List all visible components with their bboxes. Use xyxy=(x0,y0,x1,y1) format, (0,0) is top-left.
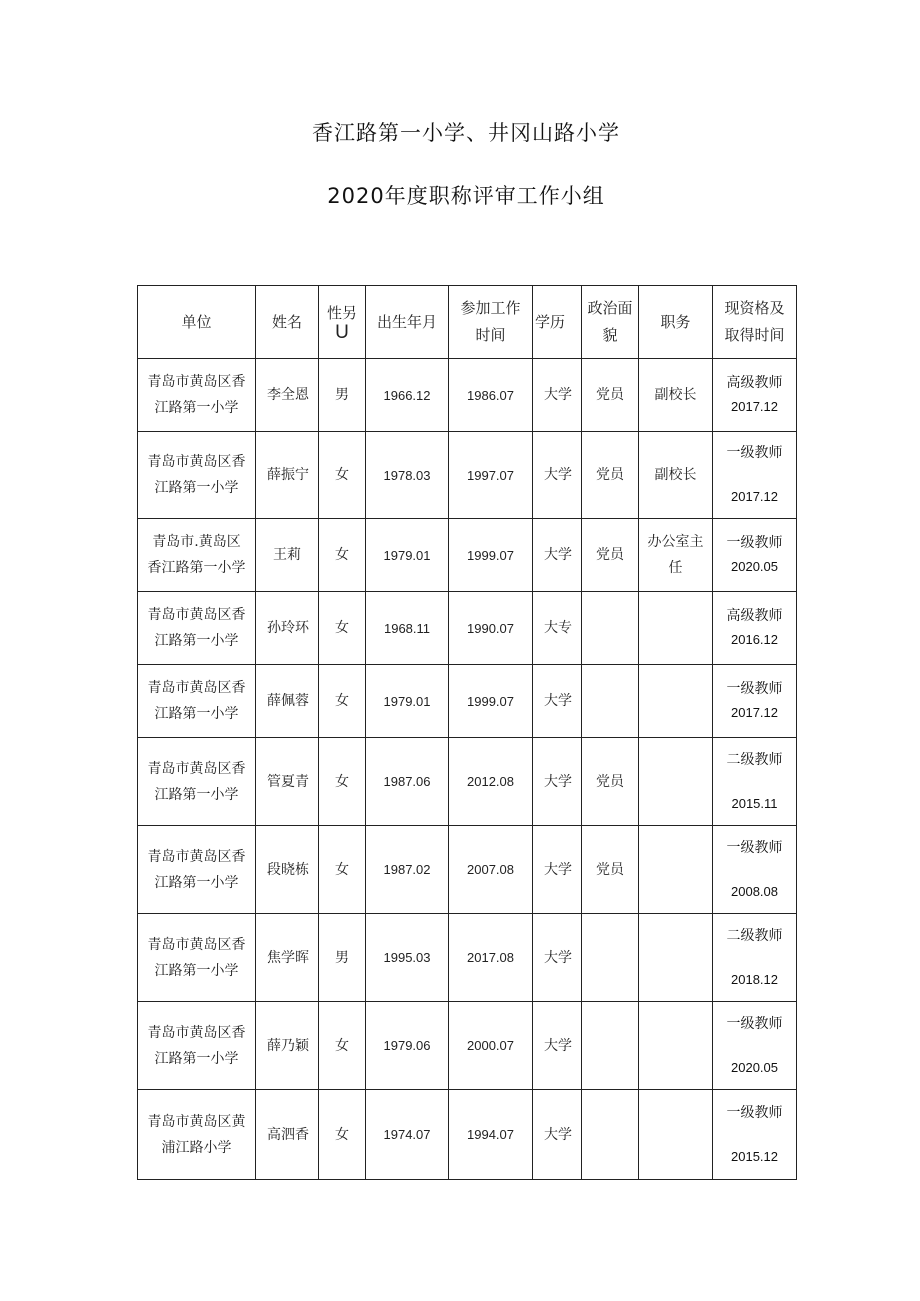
table-row xyxy=(138,1090,797,1180)
gender-cell: 男 xyxy=(319,914,366,1002)
header-qualification-line1: 现资格及 xyxy=(724,299,785,317)
qualification-title: 一级教师 xyxy=(726,1104,783,1121)
unit-line2: 江路第一小学 xyxy=(154,962,239,979)
name-cell: 薛佩蓉 xyxy=(256,665,319,738)
political-cell: 党员 xyxy=(582,432,639,519)
political-cell xyxy=(582,914,639,1002)
qualification-cell xyxy=(713,738,797,826)
header-position: 职务 xyxy=(639,286,713,359)
gender-cell: 女 xyxy=(319,1002,366,1090)
qualification-cell xyxy=(713,519,797,592)
unit-cell xyxy=(138,359,256,432)
work-start-cell: 2012.08 xyxy=(449,738,533,826)
table-header-row xyxy=(138,286,797,359)
header-unit: 单位 xyxy=(138,286,256,359)
name-cell: 管夏青 xyxy=(256,738,319,826)
gender-cell: 女 xyxy=(319,1090,366,1180)
name-cell: 薛乃颖 xyxy=(256,1002,319,1090)
qualification-cell xyxy=(713,432,797,519)
unit-cell xyxy=(138,519,256,592)
gender-cell: 男 xyxy=(319,359,366,432)
unit-cell xyxy=(138,826,256,914)
birth-cell: 1979.01 xyxy=(366,665,449,738)
qualification-gap xyxy=(713,948,796,968)
position-cell xyxy=(639,1090,713,1180)
qualification-cell xyxy=(713,1090,797,1180)
unit-line2: 香江路第一小学 xyxy=(147,560,246,576)
gender-cell: 女 xyxy=(319,665,366,738)
gender-cell: 女 xyxy=(319,592,366,665)
birth-cell: 1979.06 xyxy=(366,1002,449,1090)
education-cell: 大学 xyxy=(533,665,582,738)
unit-line1: 青岛市黄岛区黄 xyxy=(147,1113,246,1130)
gender-cell: 女 xyxy=(319,826,366,914)
education-cell: 大学 xyxy=(533,914,582,1002)
header-qualification-line2: 取得时间 xyxy=(724,326,785,344)
birth-cell: 1968.11 xyxy=(366,592,449,665)
position-cell xyxy=(639,665,713,738)
position-cell xyxy=(639,1002,713,1090)
political-cell xyxy=(582,1002,639,1090)
work-start-cell: 1997.07 xyxy=(449,432,533,519)
document-title-line1: 香江路第一小学、井冈山路小学 xyxy=(312,121,620,145)
unit-cell xyxy=(138,1090,256,1180)
qualification-date: 2015.11 xyxy=(731,795,778,811)
table-row xyxy=(138,1002,797,1090)
qualification-date: 2020.05 xyxy=(731,559,778,574)
header-work-start-line2: 时间 xyxy=(475,326,506,344)
table-row xyxy=(138,738,797,826)
work-start-cell: 2000.07 xyxy=(449,1002,533,1090)
name-cell: 孙玲环 xyxy=(256,592,319,665)
work-start-cell: 1999.07 xyxy=(449,519,533,592)
education-cell: 大学 xyxy=(533,738,582,826)
qualification-gap xyxy=(713,772,796,792)
education-cell: 大学 xyxy=(533,1090,582,1180)
unit-cell xyxy=(138,592,256,665)
qualification-title: 一级教师 xyxy=(726,535,783,551)
unit-line1: 青岛市黄岛区香 xyxy=(147,454,246,470)
political-cell: 党员 xyxy=(582,359,639,432)
table-row xyxy=(138,432,797,519)
work-start-cell: 2007.08 xyxy=(449,826,533,914)
qualification-title: 一级教师 xyxy=(726,445,783,461)
unit-line1: 青岛市.黄岛区 xyxy=(152,534,241,550)
education-cell: 大学 xyxy=(533,519,582,592)
position-cell xyxy=(639,914,713,1002)
education-cell: 大学 xyxy=(533,1002,582,1090)
position-cell xyxy=(639,826,713,914)
position-cell xyxy=(639,592,713,665)
qualification-date: 2015.12 xyxy=(731,1148,778,1164)
table-row xyxy=(138,665,797,738)
document-title-line2: 2020年度职称评审工作小组 xyxy=(327,184,605,208)
qualification-cell xyxy=(713,359,797,432)
birth-cell: 1987.06 xyxy=(366,738,449,826)
qualification-cell xyxy=(713,914,797,1002)
work-start-cell: 1994.07 xyxy=(449,1090,533,1180)
work-start-cell: 1999.07 xyxy=(449,665,533,738)
political-cell xyxy=(582,665,639,738)
political-cell: 党员 xyxy=(582,738,639,826)
qualification-title: 高级教师 xyxy=(726,375,783,391)
unit-line1: 青岛市黄岛区香 xyxy=(147,1024,246,1041)
gender-cell: 女 xyxy=(319,519,366,592)
birth-cell: 1995.03 xyxy=(366,914,449,1002)
unit-line2: 浦江路小学 xyxy=(161,1139,232,1156)
header-qualification xyxy=(713,286,797,359)
birth-cell: 1979.01 xyxy=(366,519,449,592)
work-start-cell: 1990.07 xyxy=(449,592,533,665)
name-cell: 薛振宁 xyxy=(256,432,319,519)
qualification-gap xyxy=(713,465,796,485)
unit-line1: 青岛市黄岛区香 xyxy=(147,680,246,696)
political-cell xyxy=(582,1090,639,1180)
header-birth: 出生年月 xyxy=(366,286,449,359)
unit-line1: 青岛市黄岛区香 xyxy=(147,374,246,390)
name-cell: 李全恩 xyxy=(256,359,319,432)
unit-line2: 江路第一小学 xyxy=(154,874,239,891)
qualification-date: 2020.05 xyxy=(731,1059,778,1075)
name-cell: 焦学晖 xyxy=(256,914,319,1002)
unit-line2: 江路第一小学 xyxy=(154,633,239,649)
table-row xyxy=(138,519,797,592)
header-political-line1: 政治面 xyxy=(587,299,633,317)
name-cell: 王莉 xyxy=(256,519,319,592)
political-cell xyxy=(582,592,639,665)
header-political xyxy=(582,286,639,359)
qualification-date: 2017.12 xyxy=(731,705,778,720)
table-row xyxy=(138,914,797,1002)
qualification-cell xyxy=(713,592,797,665)
unit-cell xyxy=(138,665,256,738)
unit-line1: 青岛市黄岛区香 xyxy=(147,936,246,953)
table-row xyxy=(138,359,797,432)
unit-line2: 江路第一小学 xyxy=(154,706,239,722)
qualification-date: 2018.12 xyxy=(731,971,778,987)
header-name: 姓名 xyxy=(256,286,319,359)
position-cell: 副校长 xyxy=(639,432,713,519)
qualification-title: 一级教师 xyxy=(726,839,783,856)
work-start-cell: 2017.08 xyxy=(449,914,533,1002)
qualification-gap xyxy=(713,1036,796,1056)
qualification-title: 高级教师 xyxy=(726,608,783,624)
unit-line2: 江路第一小学 xyxy=(154,1050,239,1067)
education-cell: 大专 xyxy=(533,592,582,665)
header-gender xyxy=(319,286,366,359)
position-line1: 办公室主 xyxy=(647,534,704,550)
qualification-title: 二级教师 xyxy=(726,927,783,944)
education-cell: 大学 xyxy=(533,826,582,914)
unit-cell xyxy=(138,1002,256,1090)
name-cell: 段晓栋 xyxy=(256,826,319,914)
work-start-cell: 1986.07 xyxy=(449,359,533,432)
unit-line1: 青岛市黄岛区香 xyxy=(147,760,246,777)
qualification-date: 2008.08 xyxy=(731,883,778,899)
unit-line1: 青岛市黄岛区香 xyxy=(147,607,246,623)
unit-line1: 青岛市黄岛区香 xyxy=(147,848,246,865)
qualification-title: 二级教师 xyxy=(726,751,783,768)
header-education: 学历 xyxy=(533,286,582,359)
qualification-gap xyxy=(713,1125,796,1145)
qualification-date: 2017.12 xyxy=(731,399,778,414)
political-cell: 党员 xyxy=(582,519,639,592)
name-cell: 高泗香 xyxy=(256,1090,319,1180)
education-cell: 大学 xyxy=(533,359,582,432)
qualification-date: 2016.12 xyxy=(731,632,778,647)
header-work-start xyxy=(449,286,533,359)
birth-cell: 1966.12 xyxy=(366,359,449,432)
position-cell: 副校长 xyxy=(639,359,713,432)
unit-cell xyxy=(138,738,256,826)
gender-cell: 女 xyxy=(319,738,366,826)
header-political-line2: 貌 xyxy=(602,326,618,344)
unit-cell xyxy=(138,432,256,519)
position-cell xyxy=(639,738,713,826)
qualification-cell xyxy=(713,665,797,738)
birth-cell: 1974.07 xyxy=(366,1090,449,1180)
qualification-title: 一级教师 xyxy=(726,1015,783,1032)
qualification-date: 2017.12 xyxy=(731,489,778,504)
header-gender-mark: U xyxy=(335,322,349,343)
table-row xyxy=(138,826,797,914)
gender-cell: 女 xyxy=(319,432,366,519)
political-cell: 党员 xyxy=(582,826,639,914)
table-row xyxy=(138,592,797,665)
qualification-gap xyxy=(713,860,796,880)
header-work-start-line1: 参加工作 xyxy=(460,299,521,317)
qualification-title: 一级教师 xyxy=(726,681,783,697)
education-cell: 大学 xyxy=(533,432,582,519)
position-line2: 任 xyxy=(668,560,683,576)
qualification-cell xyxy=(713,826,797,914)
position-cell xyxy=(639,519,713,592)
committee-table xyxy=(137,285,797,1180)
unit-line2: 江路第一小学 xyxy=(154,400,239,416)
header-gender-text: 性另 xyxy=(326,304,357,322)
unit-line2: 江路第一小学 xyxy=(154,786,239,803)
qualification-cell xyxy=(713,1002,797,1090)
birth-cell: 1978.03 xyxy=(366,432,449,519)
unit-cell xyxy=(138,914,256,1002)
birth-cell: 1987.02 xyxy=(366,826,449,914)
unit-line2: 江路第一小学 xyxy=(154,480,239,496)
